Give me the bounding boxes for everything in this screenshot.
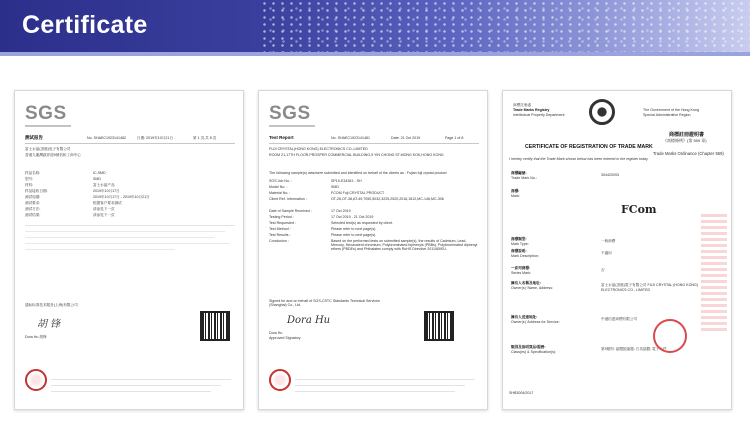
report-number: No. SHAEC1923141482 — [87, 136, 126, 140]
certificate-title-cn: 商標註冊證明書 — [669, 132, 705, 138]
field-label-en: Trade Mark No.: — [511, 176, 537, 180]
field-label-en: Mark Type: — [511, 242, 529, 246]
field-value: 17 Oct 2019 — [331, 209, 351, 213]
field-label-en: Series Mark: — [511, 271, 532, 275]
field-label: 样品名称: — [25, 171, 41, 175]
trade-mark-logo: FCom — [621, 203, 657, 216]
field-value: 一般商標 — [601, 239, 616, 243]
field-value: 304420093 — [601, 173, 619, 177]
client-name: 富士水晶(香港)电子有限公司 — [25, 147, 71, 151]
handwritten-signature: 胡 锋 — [37, 319, 61, 330]
certificate-banner — [0, 0, 750, 52]
field-value: SMD — [331, 185, 339, 189]
field-label: 商標說明: — [511, 249, 527, 253]
banner-divider — [0, 52, 750, 56]
field-label: Test Requested : — [269, 221, 296, 225]
field-value: IC,SMD — [93, 171, 106, 175]
government-region: Special Administrative Region — [643, 113, 691, 117]
signer-title: Approved Signatory — [269, 336, 301, 340]
report-heading: Test Report — [269, 135, 294, 140]
field-label: SGS Job No. : — [269, 179, 292, 183]
field-label-en: Mark: — [511, 194, 520, 198]
field-value: Selected test(s) as requested by client. — [331, 221, 393, 225]
registry-name-cn: 商標註冊處 — [513, 103, 531, 107]
field-label: 商標: — [511, 189, 520, 193]
registry-name-en: Trade Marks Registry — [513, 108, 550, 112]
field-label: Date of Sample Received : — [269, 209, 312, 213]
field-value: Based on the performed tests on submitted sample(s), the results of Cadmium, Lead, Mercury, Hexavalent chromium, Polybrominated biphenyls (PBBs), Polybrominated diphenyl ethers (PBDEs) and Phthalates comply with RoHS Directive 2011/65/EU. — [331, 239, 478, 251]
field-label-en: Mark Description: — [511, 254, 539, 258]
page-number: 第 1 页,共 8 页 — [193, 136, 217, 140]
ordinance-en: Trade Marks Ordinance (Chapter 559) — [653, 151, 724, 156]
certification-seal-icon — [25, 369, 47, 391]
field-label: 擁有人送達地址: — [511, 315, 538, 319]
field-label-en: Class(es) & Specification(s): — [511, 350, 557, 354]
field-label: 型号: — [25, 177, 34, 181]
field-label: 擁有人名稱及地址: — [511, 281, 541, 285]
field-label: 测试周期: — [25, 195, 41, 199]
field-label: 類別及指明貨品/服務: — [511, 345, 546, 349]
page-number: Page 1 of 8 — [445, 136, 464, 140]
field-label: 一系列商標: — [511, 266, 531, 270]
field-label: Client Ref. Information : — [269, 197, 307, 201]
company-name: FUJI CRYSTAL(HONG KONG) ELECTRONICS CO.,LIMITED — [269, 147, 368, 151]
field-label: Conclusion : — [269, 239, 289, 243]
qr-code-icon — [200, 311, 230, 341]
field-label: 商標類型: — [511, 237, 527, 241]
sgs-chinese-report[interactable] — [14, 90, 244, 410]
certify-statement: I hereby certify that the Trade Mark shown below has been entered in the register today — [509, 157, 648, 161]
signer-organization: Signed for and on behalf of SGS-CSTC Standards Technical Services (Shanghai) Co., Ltd. — [269, 299, 380, 307]
field-label: Testing Period : — [269, 215, 294, 219]
field-label: Model No. : — [269, 185, 288, 189]
banner-title: Certificate — [22, 11, 148, 39]
field-label: 材料: — [25, 183, 34, 187]
field-label: Test Results : — [269, 233, 291, 237]
report-heading: 测试报告 — [25, 135, 43, 140]
sgs-logo: SGS — [269, 101, 339, 127]
intro-text: The following sample(s) was/were submitted and identified on behalf of the clients as : Fujian fuji crystal product — [269, 171, 447, 175]
signer-name: Dora Hu 胡锋 — [25, 335, 47, 339]
trade-mark-certificate[interactable] — [502, 90, 732, 410]
field-value: 富士水晶产品 — [93, 183, 115, 187]
certificate-title-en: CERTIFICATE OF REGISTRATION OF TRADE MARK — [525, 144, 653, 150]
field-value: 中港信達商標有限公司 — [601, 317, 637, 321]
field-label: 测试结果: — [25, 213, 41, 217]
department-name: Intellectual Property Department — [513, 113, 565, 117]
signer-name: Dora Hu — [269, 331, 283, 335]
sgs-logo: SGS — [25, 101, 95, 127]
official-stamp-icon — [653, 319, 687, 353]
field-label: 测试要求: — [25, 201, 41, 205]
field-value: SMD — [93, 177, 101, 181]
field-value: OT-26,OT-38,AT-49,7050,5032,3225,2520,2016,1612,MC-146,MC-306 — [331, 197, 444, 201]
field-value: 根据客户要求测试 — [93, 201, 122, 205]
field-value: 请参见下一页 — [93, 207, 115, 211]
field-label: 商標編號: — [511, 171, 527, 175]
report-date: 日期: 2019年10月21日 — [137, 136, 173, 140]
form-code: SHB3004/2017 — [509, 391, 534, 395]
field-value: Please refer to next page(s). — [331, 233, 377, 237]
field-value: 富士水晶(香港)電子有限公司 FUJI CRYSTAL (HONG KONG) ELECTRONICS CO., LIMITED — [601, 283, 698, 292]
report-date: Date: 21 Oct 2019 — [391, 136, 421, 140]
signer-organization: 通标标准技术服务(上海)有限公司 — [25, 303, 78, 307]
client-address: 香港九龍灣啟祥道9號信和工商中心 — [25, 153, 81, 157]
sgs-english-report[interactable] — [258, 90, 488, 410]
field-value: 否 — [601, 268, 605, 272]
field-label: 样品接收日期: — [25, 189, 48, 193]
field-value: 2019年10月17日 — [93, 189, 120, 193]
hong-kong-emblem-icon — [589, 99, 615, 125]
field-value: 不適用 — [601, 251, 612, 255]
field-value: SP19-E34361 - SH — [331, 179, 362, 183]
qr-code-icon — [424, 311, 454, 341]
field-value: FCOM Fuji CRYSTAL PRODUCT — [331, 191, 385, 195]
field-label-en: Owner(s)' Address for Service: — [511, 320, 560, 324]
banner-decoration — [260, 0, 750, 52]
certification-seal-icon — [269, 369, 291, 391]
field-label-en: Owner(s)' Name, Address: — [511, 286, 554, 290]
field-value: 第9類別: 晶體振蕩器; 石英晶體; 電子元件 — [601, 347, 667, 351]
government-name: The Government of the Hong Kong — [643, 108, 699, 112]
field-value: 请参见下一页 — [93, 213, 115, 217]
handwritten-signature: Dora Hu — [287, 315, 331, 326]
field-label: Material No. : — [269, 191, 291, 195]
ordinance-cn: 《商標條例》(第 559 章) — [663, 138, 707, 143]
field-value: 17 Oct 2019 - 21 Oct 2019 — [331, 215, 374, 219]
security-watermark — [701, 211, 727, 331]
field-value: Please refer to next page(s). — [331, 227, 377, 231]
field-label: Test Method : — [269, 227, 291, 231]
company-address: ROOM 21,17TH FLOOR,PROSPER COMMERCIAL BUILDING,9 YIN CHONG ST.MONG KOK,HONG KONG — [269, 153, 444, 157]
report-number: No. SHAEC1923141481 — [331, 136, 370, 140]
field-label: 测试方法: — [25, 207, 41, 211]
field-value: 2019年10月17日 - 2019年10月21日 — [93, 195, 150, 199]
